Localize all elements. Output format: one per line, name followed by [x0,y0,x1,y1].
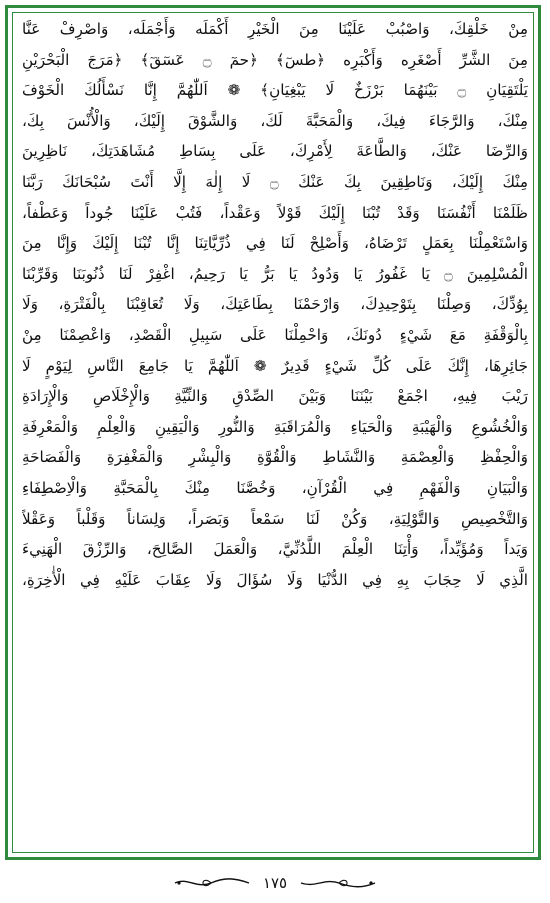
text-line: بِوُدِّكَ، وَصِلْنَا بِتَوْحِيدِكَ، وَارْحَمْنَا بِطَاعَتِكَ، وَلَا تُعَاقِبْنَا بِالْفَتْرَةِ، وَلَا [22,295,528,314]
text-line: وَيَداً وَمُؤَيِّداً، وَأْتِنَا الْعِلْمَ اللَّدُنِّيَّ، وَالْعَمَلَ الصَّالِحَ، وَالرِّزْقَ الْهَنِيءَ [22,540,528,559]
text-line: الْمُسْلِمِينَ ۝ يَا غَفُورُ يَا وَدُودُ يَا بَرُّ يَا رَحِيمُ، اغْفِرْ لَنَا ذُنُوبَنَا وَقَرِّبْنَا [22,264,528,283]
text-line: مِنْكَ، وَالرَّجَاءَ فِيكَ، وَالْمَحَبَّةَ لَكَ، وَالشَّوْقَ إِلَيْكَ، وَالْأُنْسَ بِكَ، [22,111,528,130]
text-line: وَالْبَيَانِ وَالْفَهْمِ فِي الْقُرْآنِ، وَخُصَّنَا مِنْكَ بِالْمَحَبَّةِ وَالْاِصْطِفَاءِ [22,478,528,497]
text-line: وَالتَّخْصِيصِ وَالتَّوْلِيَةِ، وَكُنْ لَنَا سَمْعاً وَبَصَراً، وَلِسَاناً وَقَلْباً وَعَقْلاً [22,509,528,528]
page-footer [0,868,550,898]
text-line: بِالْوَقْفَةِ مَعَ شَيْءٍ دُونَكَ، وَاحْمِلْنَا عَلَى سَبِيلِ الْقَصْدِ، وَاعْصِمْنَا مِنْ [22,325,528,344]
right-flourish-ornament [299,876,377,890]
text-line: رَيْبَ فِيهِ، اجْمَعْ بَيْنَنَا وَبَيْنَ الصِّدْقِ وَالنِّيَّةِ وَالْإِخْلَاصِ وَالْإِرَادَةِ [22,387,528,406]
text-line: مِنَ الشَّرِّ أَصْغَرِه وَأَكْبَرِه ﴿طسٓ﴾ ﴿حمٓ ۝ عٓسٓقٓ﴾ ﴿مَرَجَ الْبَحْرَيْنِ [22,50,528,69]
page-number: ١٧٥ [262,874,288,892]
text-line: ظَلَمْنَا أَنْفُسَنَا وَقَدْ تُبْنَا إِلَيْكَ قَوْلاً وَعَقْداً، فَتُبْ عَلَيْنَا جُوداً وَعَطْفاً، [22,203,528,222]
text-line: الَّذِي لَا حِجَابَ بِهِ فِي الدُّنْيَا وَلَا سُؤَالَ وَلَا عِقَابَ عَلَيْهِ فِي الْأٰخِرَةِ، [22,570,528,589]
prayer-text-block [22,14,528,852]
text-line: يَلْتَقِيَانِ ۝ بَيْنَهُمَا بَرْزَخٌ لَا يَبْغِيَانِ﴾ ❁ اَللّٰهُمَّ إِنَّا نَسْأَلُكَ الْخَوْفَ [22,81,528,100]
text-line: وَالرِّضَا عَنْكَ، وَالطَّاعَةَ لِأَمْرِكَ، عَلَى بِسَاطِ مُشَاهَدَتِكَ، نَاظِرِينَ [22,142,528,161]
text-line: وَالْحِفْظِ وَالْعِصْمَةِ وَالنَّشَاطِ وَالْقُوَّةِ وَالْبِشْرِ وَالْمَغْفِرَةِ وَالْفَصَاحَةِ [22,448,528,467]
text-line: وَاسْتَعْمِلْنَا بِعَمَلٍ تَرْضَاهُ، وَأَصْلِحْ لَنَا فِي ذُرِّيَّاتِنَا إِنَّا تُبْنَا إِلَيْكَ وَإِنَّا مِنَ [22,234,528,253]
text-line: مِنْ خَلْقِكَ، وَاصْبُبْ عَلَيْنَا مِنَ الْخَيْرِ أَكْمَلَه وَأَجْمَلَه، وَاصْرِفْ عَنَّا [22,20,528,38]
left-flourish-ornament [173,876,251,890]
text-line: جَائِرِهَا، إِنَّكَ عَلَى كُلِّ شَيْءٍ قَدِيرٌ ❁ اَللّٰهُمَّ يَا جَامِعَ النَّاسِ لِيَوْمٍ لَا [22,356,528,375]
text-line: مِنْكَ إِلَيْكَ، وَنَاطِقِينَ بِكَ عَنْكَ ۝ لَا إِلٰهَ إِلَّا أَنْتَ سُبْحَانَكَ رَبَّنَا [22,172,528,191]
text-line: وَالْخُشُوعِ وَالْهَيْبَةِ وَالْحَيَاءِ وَالْمُرَاقَبَةِ وَالنُّورِ وَالْيَقِينِ وَالْعِلْمِ وَالْمَعْرِفَةِ [22,417,528,436]
